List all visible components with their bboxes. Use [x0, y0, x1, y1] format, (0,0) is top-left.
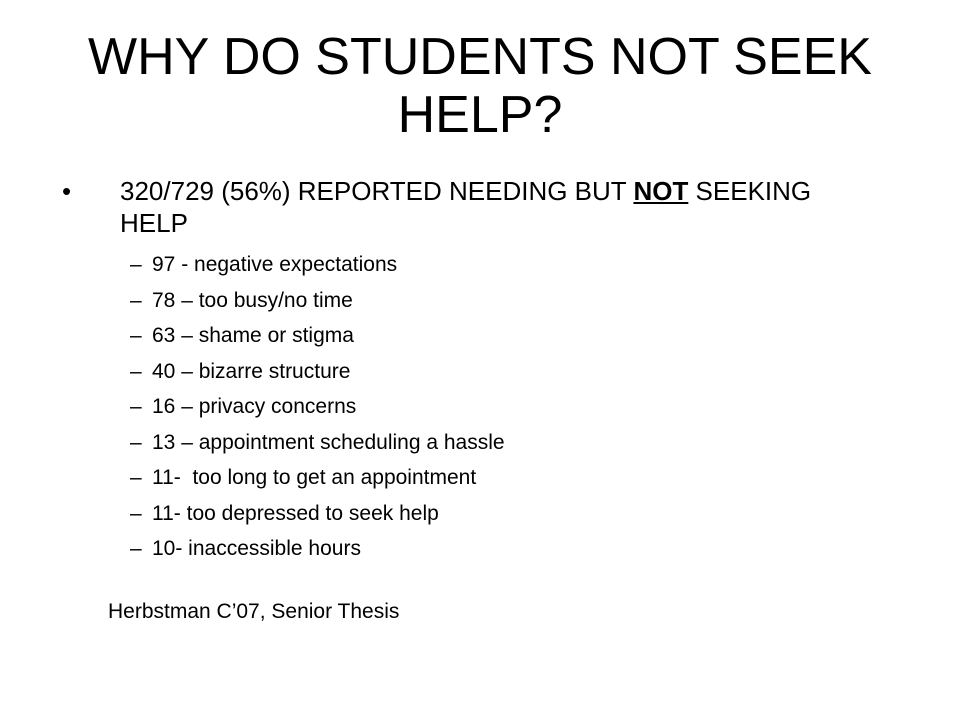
list-item-text: 16 – privacy concerns [152, 395, 357, 418]
slide-title: WHY DO STUDENTS NOT SEEK HELP? [88, 28, 872, 144]
list-item-text: 10- inaccessible hours [152, 537, 361, 560]
list-item-text: 97 - negative expectations [152, 253, 398, 276]
dash-marker: – [130, 253, 142, 276]
main-bullet-text-end: SEEKING HELP [120, 176, 812, 238]
list-item-text: 63 – shame or stigma [152, 324, 354, 347]
dash-marker: – [130, 324, 142, 347]
dash-marker: – [130, 501, 142, 525]
list-item-text: 40 – bizarre structure [152, 359, 351, 383]
dash-marker: – [130, 359, 142, 383]
dash-marker: – [130, 537, 142, 560]
dash-marker: – [130, 430, 142, 454]
list-item-text: 13 – appointment scheduling a hassle [152, 430, 505, 454]
list-item-text: 78 – too busy/no time [152, 288, 353, 312]
dash-marker: – [130, 288, 142, 312]
main-bullet-emphasis: NOT [633, 176, 689, 206]
bullet-marker: • [62, 176, 72, 206]
list-item-text: 11- too long to get an appointment [152, 466, 477, 489]
dash-marker: – [130, 466, 142, 489]
list-item-text: 11- too depressed to seek help [152, 501, 439, 525]
main-bullet-text-start: 320/729 (56%) REPORTED NEEDING BUT [120, 176, 634, 206]
main-bullet-text [120, 175, 860, 239]
dash-marker: – [130, 395, 142, 418]
citation: Herbstman C’07, Senior Thesis [108, 600, 400, 623]
